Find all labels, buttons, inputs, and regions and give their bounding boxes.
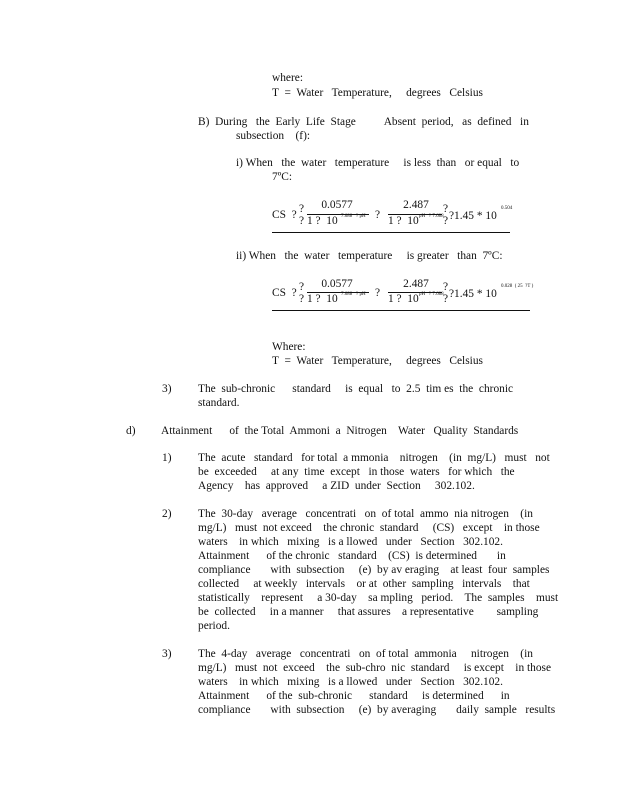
formula-denominator-1: 1 ? 10 — [307, 215, 338, 227]
formula-plus: ? — [375, 287, 381, 299]
d-item-2-line: waters in which mixing is a llowed under Section 302.102. — [198, 536, 503, 548]
formula-cs-label: CS ? — [272, 287, 297, 299]
subsection-b-line1: B) During the Early Life Stage Absent period, as defined in — [198, 116, 529, 128]
item-3-line1: The sub-chronic standard is equal to 2.5 tim es the chronic — [198, 383, 514, 395]
formula-exponent-2: pH ? 7.688 — [419, 214, 444, 219]
formula-brace-top: ? — [299, 203, 305, 215]
formula-numerator-2: 2.487 — [403, 199, 429, 211]
d-item-1-line: Agency has approved a ZID under Section 302.102. — [198, 480, 475, 492]
d-item-3-line: mg/L) must not exceed the sub-chro nic standard is except in those — [198, 662, 552, 674]
d-item-3-line: waters in which mixing is a llowed under Section 302.102. — [198, 676, 503, 688]
formula-tail: ?1.45 * 10 — [449, 210, 497, 222]
d-item-3-line: compliance with subsection (e) by averaging daily sample results — [198, 704, 556, 716]
d-item-2-line: period. — [198, 620, 230, 632]
formula-brace-bottom: ? — [299, 215, 305, 227]
where-label-2: Where: — [272, 341, 306, 353]
formula-numerator-1: 0.0577 — [321, 278, 353, 290]
formula-close-bottom: ? — [443, 293, 449, 305]
formula-close-top: ? — [443, 281, 449, 293]
t-definition-2: T = Water Temperature, degrees Celsius — [272, 355, 483, 367]
formula-numerator-2: 2.487 — [403, 278, 429, 290]
formula-underline — [272, 310, 530, 311]
d-item-2-line: mg/L) must not exceed the chronic standard (CS) except in those — [198, 522, 540, 534]
d-item-1-line: The acute standard for total a mmonia nitrogen (in mg/L) must not — [198, 452, 550, 464]
d-item-2-line: The 30-day average concentrati on of total ammo nia nitrogen (in — [198, 508, 533, 520]
d-item-2-line: be collected in a manner that assures a representative sampling — [198, 606, 539, 618]
formula-tail-exponent: 0.504 — [501, 206, 513, 211]
formula-underline — [272, 232, 510, 233]
clause-ii-line1: ii) When the water temperature is greater than 7ºC: — [236, 250, 503, 262]
clause-i-line1: i) When the water temperature is less than or equal to — [236, 157, 520, 169]
formula-cs-label: CS ? — [272, 209, 297, 221]
formula-close-bottom: ? — [443, 215, 449, 227]
formula-denominator-2: 1 ? 10 — [388, 293, 419, 305]
formula-brace-top: ? — [299, 281, 305, 293]
formula-exponent-2: pH ? 7.688 — [419, 292, 444, 297]
d-item-3-number: 3) — [162, 648, 172, 660]
formula-exponent-1: 7.688 ? pH — [341, 214, 366, 219]
t-definition: T = Water Temperature, degrees Celsius — [272, 87, 483, 99]
formula-close-top: ? — [443, 203, 449, 215]
formula-numerator-1: 0.0577 — [321, 199, 353, 211]
d-item-2-line: Attainment of the chronic standard (CS) is determined in — [198, 550, 506, 562]
item-3-number: 3) — [162, 383, 172, 395]
d-item-2-line: statistically represent a 30-day sa mpling period. The samples must — [198, 592, 559, 604]
where-label: where: — [272, 72, 303, 84]
d-item-2-line: collected at weekly intervals or at other sampling intervals that — [198, 578, 530, 590]
d-item-1-number: 1) — [162, 452, 172, 464]
formula-denominator-2: 1 ? 10 — [388, 215, 419, 227]
d-item-2-number: 2) — [162, 508, 172, 520]
item-3-line2: standard. — [198, 397, 240, 409]
d-item-3-line: Attainment of the sub-chronic standard is determined in — [198, 690, 510, 702]
formula-denominator-1: 1 ? 10 — [307, 293, 338, 305]
section-d-letter: d) — [126, 425, 136, 437]
subsection-b-line2: subsection (f): — [236, 130, 311, 142]
clause-i-line2: 7ºC: — [272, 171, 292, 183]
formula-tail: ?1.45 * 10 — [449, 288, 497, 300]
formula-tail-exponent: 0.028 ( 25 ?T ) — [501, 284, 534, 289]
d-item-2-line: compliance with subsection (e) by av eraging at least four samples — [198, 564, 550, 576]
formula-exponent-1: 7.688 ? pH — [341, 292, 366, 297]
d-item-3-line: The 4-day average concentrati on of total ammonia nitrogen (in — [198, 648, 533, 660]
formula-brace-bottom: ? — [299, 293, 305, 305]
formula-plus: ? — [375, 209, 381, 221]
d-item-1-line: be exceeded at any time except in those waters for which the — [198, 466, 515, 478]
section-d-heading: Attainment of the Total Ammoni a Nitrogen Water Quality Standards — [161, 425, 519, 437]
